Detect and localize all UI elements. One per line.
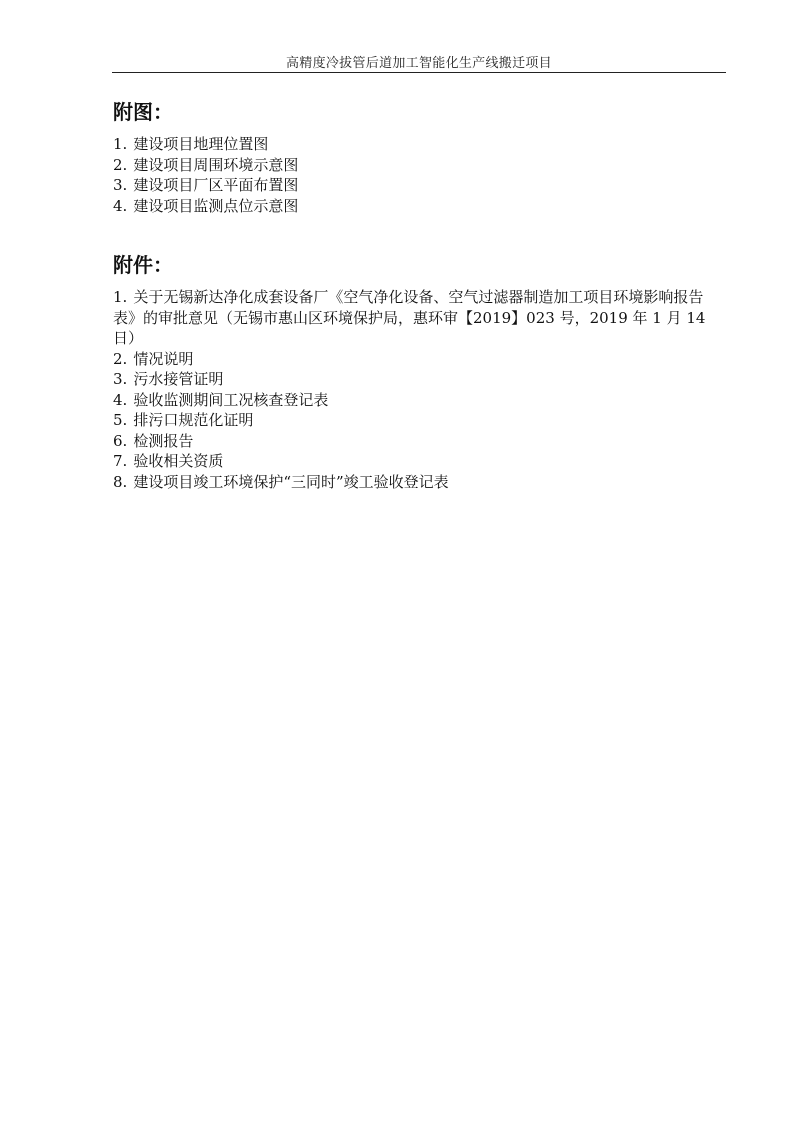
attachments-section-title: 附件：	[113, 253, 173, 277]
item-text: 关于无锡新达净化成套设备厂《空气净化设备、空气过滤器制造加工项目环境影响报告表》的审批意见（无锡市惠山区环境保护局，惠环审【2019】023 号，2019 年 1 月 14 日）	[113, 288, 706, 347]
item-number: 5.	[113, 411, 128, 429]
figures-list-item	[113, 175, 725, 196]
item-text: 建设项目地理位置图	[133, 135, 269, 153]
item-text: 建设项目竣工环境保护“三同时”竣工验收登记表	[133, 472, 449, 491]
item-text: 情况说明	[133, 349, 194, 368]
item-text: 检测报告	[133, 431, 194, 450]
item-text: 污水接管证明	[133, 370, 224, 388]
item-number: 1.	[113, 135, 128, 153]
attachments-list	[113, 287, 725, 492]
item-text: 建设项目周围环境示意图	[133, 155, 299, 174]
header-rule	[112, 72, 726, 73]
attachments-list-item	[113, 369, 725, 390]
figures-list	[113, 134, 725, 216]
attachments-list-item	[113, 349, 725, 370]
item-text: 建设项目厂区平面布置图	[133, 176, 299, 194]
item-number: 2.	[113, 349, 128, 368]
attachments-list-item	[113, 390, 725, 411]
attachments-list-item	[113, 287, 725, 349]
item-number: 2.	[113, 155, 128, 174]
item-number: 3.	[113, 176, 128, 194]
item-number: 7.	[113, 452, 128, 470]
figures-list-item	[113, 134, 725, 155]
item-number: 3.	[113, 370, 128, 388]
item-text: 验收监测期间工况核查登记表	[133, 390, 329, 409]
figures-section-title: 附图：	[113, 100, 173, 124]
item-text: 验收相关资质	[133, 452, 224, 470]
item-number: 1.	[113, 288, 128, 306]
item-text: 建设项目监测点位示意图	[133, 196, 299, 215]
attachments-list-item	[113, 410, 725, 431]
item-number: 4.	[113, 390, 128, 409]
attachments-list-item	[113, 431, 725, 452]
attachments-list-item	[113, 472, 725, 493]
item-text: 排污口规范化证明	[133, 411, 254, 429]
page-header-title: 高精度冷拔管后道加工智能化生产线搬迁项目	[285, 56, 552, 71]
item-number: 6.	[113, 431, 128, 450]
attachments-list-item	[113, 451, 725, 472]
figures-list-item	[113, 155, 725, 176]
item-number: 4.	[113, 196, 128, 215]
item-number: 8.	[113, 472, 128, 491]
figures-list-item	[113, 196, 725, 217]
